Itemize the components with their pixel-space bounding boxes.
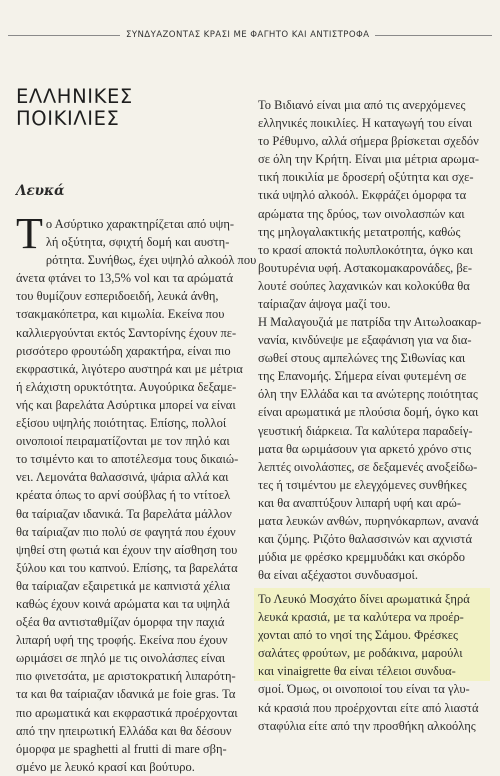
text-line: βουτυρένια υφή. Αστακομακαρονάδες, βε-	[258, 260, 473, 275]
running-title: ΣΥΝΔΥΑΖΟΝΤΑΣ ΚΡΑΣΙ ΜΕ ΦΑΓΗΤΟ ΚΑΙ ΑΝΤΙΣΤΡΟΦΑ	[126, 30, 370, 40]
right-paragraph-moschato	[258, 590, 486, 735]
text-line: εκφραστικά, λιγότερο αυστηρά και με μέτρια	[16, 361, 243, 376]
title-line: ΕΛΛΗΝΙΚΕΣ	[16, 85, 133, 108]
text-line: σταφύλια είτε από την προσθήκη αλκοόλης	[258, 718, 476, 733]
text-line: τσακμακόπετρα, και κιμωλία. Εκείνα που	[16, 307, 225, 322]
text-line: τική ποικιλία με δροσερή οξύτητα και σχε-	[258, 170, 474, 185]
text-line: ρότητα. Συνήθως, έχει υψηλό αλκοόλ που	[45, 253, 257, 268]
text-line: νανία, κινδύνεψε με εξαφάνιση για να δια-	[258, 333, 472, 348]
text-line: είναι αρωματικά με πλούσια δομή, όγκο και	[258, 405, 479, 420]
text-line: ή ελάχιστη ορυκτότητα. Αυγούρικα δεξαμε-	[16, 379, 237, 394]
text-line: από την ηπειρωτική Ελλάδα και θα δέσουν	[16, 723, 232, 738]
text-line: λιπαρή υφή της τροφής. Εκείνα που έχουν	[16, 633, 228, 648]
text-line: Η Μαλαγουζιά με πατρίδα την Αιτωλοακαρ-	[258, 315, 482, 329]
text-line: γευστική διάρκεια. Τα καλύτερα παραδείγ-	[258, 423, 473, 438]
text-line: όλη την Ελλάδα και τα ανώτερης ποιότητας	[258, 387, 478, 402]
left-column	[16, 209, 257, 776]
text-line: σμοί. Όμως, οι οινοποιοί του είναι τα γλυ-	[258, 682, 470, 697]
text-line: θα ταίριαζαν πιο πολύ σε φαγητά που έχουν	[16, 524, 236, 539]
text-line: τα και θα ταίριαζαν ιδανικά με foie gras. Τα	[16, 687, 236, 702]
text-line: του θυμίζουν εσπεριδοειδή, λευκά άνθη,	[16, 289, 219, 304]
text-line: νής και βαρελάτα Ασύρτικα μπορεί να είναι	[16, 397, 236, 412]
text-line: καθώς έχουν κοινά αρώματα και τα υψηλά	[16, 596, 230, 611]
text-line: μύδια με φρέσκο κρεμμυδάκι και σκόρδο	[258, 550, 465, 565]
title-line: ΠΟΙΚΙΛΙΕΣ	[16, 107, 120, 130]
text-line: λευκά κρασιά, με τα καλύτερα να προέρ-	[258, 610, 464, 625]
text-line: θα ταίριαζαν ιδανικά. Τα βαρελάτα μάλλον	[16, 506, 232, 521]
text-line: Το Βιδιανό είναι μια από τις ανερχόμενες	[258, 98, 466, 112]
article-title	[16, 86, 133, 130]
left-paragraph	[16, 209, 257, 776]
text-line: τικά υψηλό αλκοόλ. Εκφράζει όμορφα τα	[258, 188, 467, 203]
text-line: σωθεί στους αμπελώνες της Σιθωνίας και	[258, 351, 466, 366]
text-line: σμένο με λευκό κρασί και βούτυρο.	[16, 759, 195, 774]
text-line: ρισσότερο φρουτώδη χαρακτήρα, είναι πιο	[16, 343, 231, 358]
text-line: ματα λευκών ανθών, πυρηνόκαρπων, ανανά	[258, 514, 479, 529]
text-line: κά κρασιά που προέρχονται είτε από λιαστά	[258, 700, 479, 715]
text-line: και ζύμης. Ριζότο θαλασσινών και αχνιστά	[258, 532, 473, 547]
text-line: λουτέ σούπες λαχανικών και κολοκύθα θα	[258, 278, 470, 293]
text-line: πιο φινετσάτα, με αριστοκρατική λιπαρότη-	[16, 669, 236, 684]
right-paragraph-vidiano	[258, 96, 486, 313]
text-line: Το Λευκό Μοσχάτο δίνει αρωματικά ξηρά	[258, 592, 470, 606]
text-line: λή οξύτητα, σφιχτή δομή και αυστη-	[45, 235, 230, 250]
drop-cap: Τ	[16, 209, 43, 258]
text-line: τες ή τσιμέντου με ελεγχόμενες συνθήκες	[258, 477, 467, 492]
text-line: θα είναι αξέχαστοι συνδυασμοί.	[258, 568, 419, 583]
text-line: το τσιμέντο και το αποτέλεσμα τους δικαιώ-	[16, 452, 239, 467]
text-line: της μηλογαλακτικής μετατροπής, καθώς	[258, 224, 461, 239]
header-rule-left	[8, 35, 120, 36]
text-line: καλλιεργούνται εκτός Σαντορίνης έχουν πε-	[16, 325, 237, 340]
text-line: και θα αναπτύξουν λιπαρή υφή και αρώ-	[258, 495, 461, 510]
text-line: άνετα φτάνει το 13,5% vol και τα αρώματά	[16, 271, 233, 286]
right-paragraph-malagousia	[258, 313, 486, 584]
text-line: σε όλη την Κρήτη. Είναι μια μέτρια αρωμα-	[258, 152, 480, 167]
section-subheading: Λευκά	[16, 183, 65, 199]
text-line: οξέα θα αντισταθμίζαν όμορφα την παχιά	[16, 615, 225, 630]
running-header	[0, 30, 500, 40]
header-rule-right	[375, 35, 492, 36]
text-line: ελληνικές ποικιλίες. Η καταγωγή του είναι	[258, 116, 473, 131]
text-line: όμορφα με spaghetti al frutti di mare σβη-	[16, 741, 227, 756]
text-line: ωριμάσει σε πηλό με τις οινολάσπες είναι	[16, 651, 226, 666]
text-line: το Ρέθυμνο, αλλά σήμερα βρίσκεται σχεδόν	[258, 134, 479, 149]
text-line: σαλάτες φρούτων, με ροδάκινα, μαρούλι	[258, 646, 463, 661]
text-line: το κρασί αποκτά πολυπλοκότητα, όγκο και	[258, 242, 473, 257]
text-line: νει. Λεμονάτα θαλασσινά, ψάρια αλλά και	[16, 470, 229, 485]
text-line: πιο αρωματικά και εκφραστικά προέρχονται	[16, 705, 238, 720]
text-line: ταίριαζαν άψογα μαζί του.	[258, 297, 391, 312]
text-line: οινοποιοί πειραματίζονται με τον πηλό και	[16, 434, 230, 449]
text-line: ψηθεί στη φωτιά και έχουν την αίσθηση του	[16, 542, 238, 557]
text-line: αρώματα της δρύος, των οινολασπών και	[258, 206, 465, 221]
text-line: κρέατα όπως το αρνί σούβλας ή το ντίτοελ	[16, 488, 231, 503]
text-line: ο Ασύρτικο χαρακτηρίζεται από υψη-	[45, 217, 235, 231]
text-line: και vinaigrette θα είναι τέλειοι συνδυα-	[258, 664, 456, 679]
text-line: χονται από το νησί της Σάμου. Φρέσκες	[258, 628, 458, 643]
text-line: λεπτές οινολάσπες, σε δεξαμενές ανοξείδω-	[258, 459, 478, 474]
text-line: εξίσου υψηλής ποιότητας. Επίσης, πολλοί	[16, 416, 227, 431]
text-line: ματα θα ωριμάσουν για αρκετό χρόνο στις	[258, 441, 472, 456]
text-line: ξύλου και του καπνού. Επίσης, τα βαρελάτα	[16, 560, 238, 575]
text-line: της Επανομής. Σήμερα είναι φυτεμένη σε	[258, 369, 467, 384]
text-line: θα ταίριαζαν εξαιρετικά με καπνιστά χέλια	[16, 578, 230, 593]
